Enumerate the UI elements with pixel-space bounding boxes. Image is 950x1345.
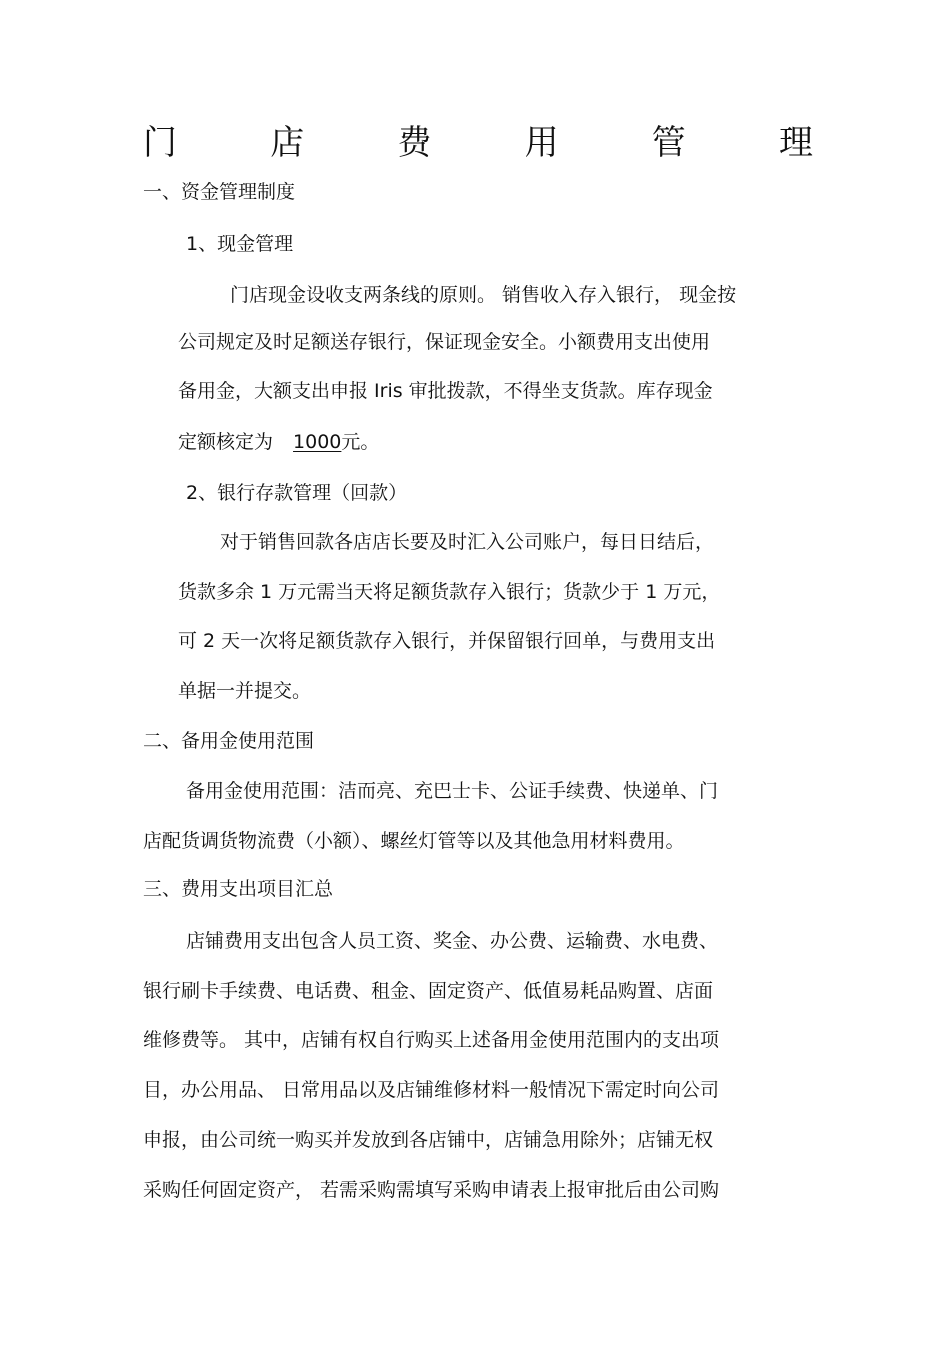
paragraph-line: 公司规定及时足额送存银行，保证现金安全。小额费用支出使用 [178,331,711,353]
title-char: 店 [270,123,305,163]
page-title [143,122,813,164]
title-char: 管 [651,123,686,163]
paragraph-line: 可 2 天一次将足额货款存入银行，并保留银行回单，与费用支出 [178,630,716,652]
subheading-bank-deposit: 2、银行存款管理（回款） [186,482,408,504]
paragraph-line: 店配货调货物流费（小额）、螺丝灯管等以及其他急用材料费用。 [143,830,685,852]
paragraph-line: 采购任何固定资产， 若需采购需填写采购申请表上报审批后由公司购 [143,1179,720,1201]
section-heading-expenses: 三、费用支出项目汇总 [143,878,334,900]
paragraph-line: 申报，由公司统一购买并发放到各店铺中，店铺急用除外；店铺无权 [143,1129,714,1151]
paragraph-line: 备用金，大额支出申报 Iris 审批拨款，不得坐支货款。库存现金 [178,380,713,402]
title-char: 费 [397,123,432,163]
paragraph-line: 维修费等。 其中，店铺有权自行购买上述备用金使用范围内的支出项 [143,1029,720,1051]
text-run: 定额核定为 [178,431,280,453]
paragraph-line: 门店现金设收支两条线的原则。 销售收入存入银行， 现金按 [230,284,737,306]
title-char: 用 [524,123,559,163]
paragraph-line [178,430,379,454]
section-heading-petty-cash: 二、备用金使用范围 [143,730,315,752]
paragraph-line: 单据一并提交。 [178,680,312,702]
paragraph-line: 银行刷卡手续费、电话费、租金、固定资产、低值易耗品购置、店面 [143,980,714,1002]
section-heading-funds: 一、资金管理制度 [143,181,296,203]
cash-limit-amount: 1000 [293,431,342,453]
title-char: 理 [778,123,813,163]
paragraph-line: 店铺费用支出包含人员工资、奖金、办公费、运输费、水电费、 [186,930,719,952]
paragraph-line: 备用金使用范围：洁而亮、充巴士卡、公证手续费、快递单、门 [186,780,719,802]
paragraph-line: 目，办公用品、 日常用品以及店铺维修材料一般情况下需定时向公司 [143,1079,720,1101]
title-char: 门 [143,123,177,163]
subheading-cash: 1、现金管理 [186,233,294,255]
paragraph-line: 对于销售回款各店店长要及时汇入公司账户，每日日结后， [220,531,715,553]
text-run: 元。 [341,431,380,453]
paragraph-line: 货款多余 1 万元需当天将足额货款存入银行；货款少于 1 万元， [178,581,721,603]
